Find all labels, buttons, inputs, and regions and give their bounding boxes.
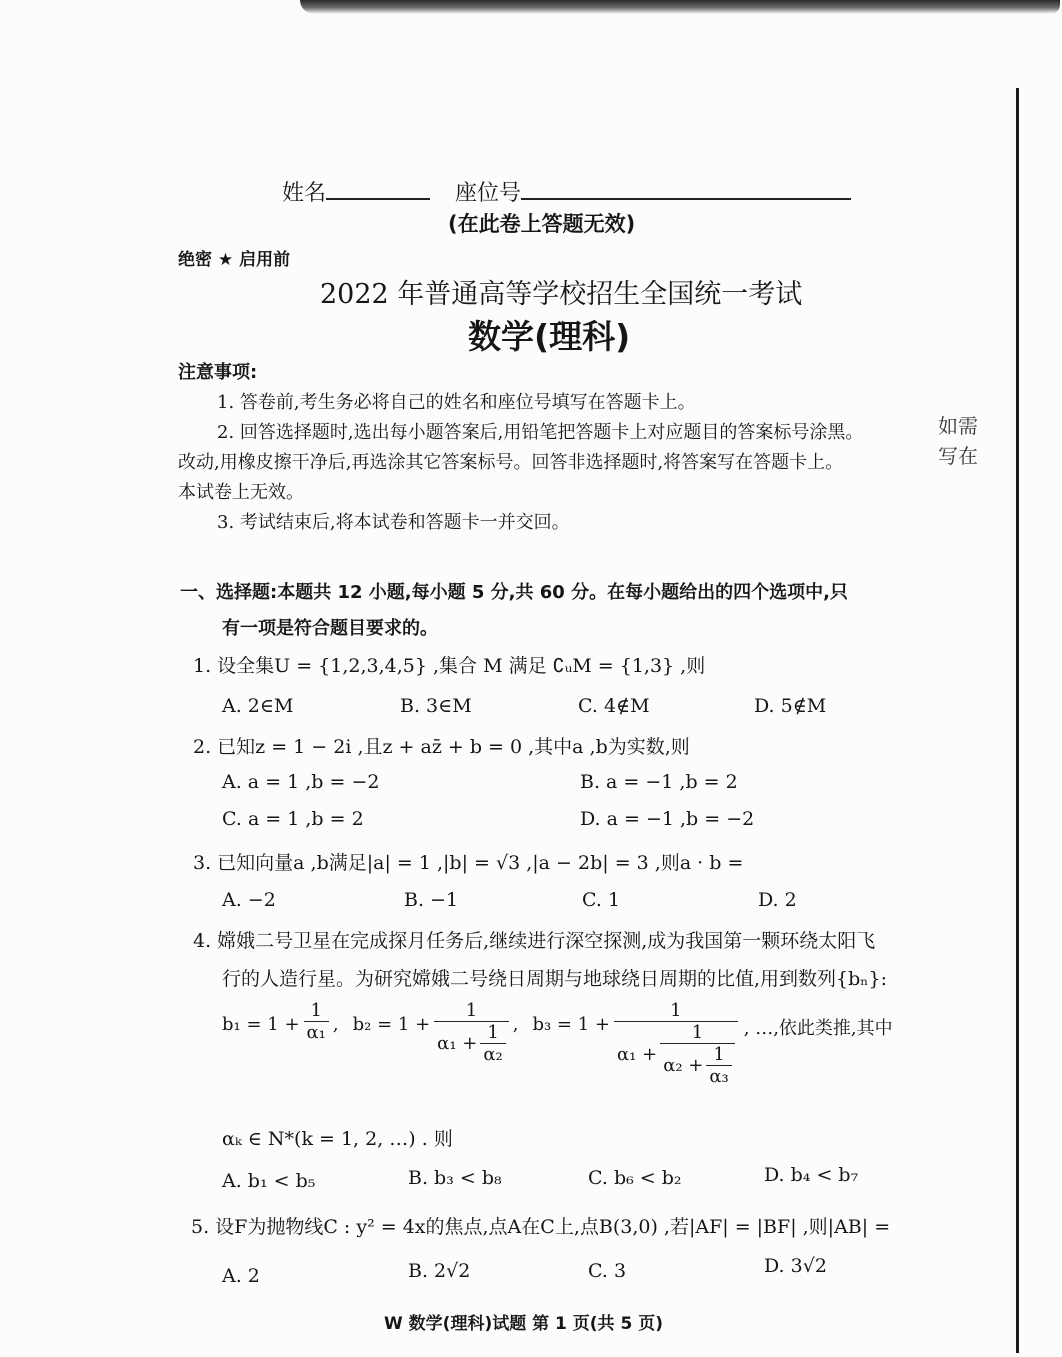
fraction-numerator: 1: [465, 1000, 478, 1021]
scan-shadow: [300, 0, 1060, 14]
formula-separator: ,: [512, 1014, 519, 1035]
q4-formula: [222, 1000, 893, 1087]
notice-item-1: 1. 答卷前,考生务必将自己的姓名和座位号填写在答题卡上。: [217, 392, 696, 413]
notice-item-2-line-1: 2. 回答选择题时,选出每小题答案后,用铅笔把答题卡上对应题目的答案标号涂黑。: [217, 422, 864, 443]
fraction-numerator: 1: [310, 1000, 322, 1021]
q5-option-c: C. 3: [588, 1260, 627, 1282]
fraction-denominator: α₃: [706, 1065, 731, 1087]
q3-option-d: D. 2: [758, 889, 797, 911]
q2-option-a: A. a = 1 ,b = −2: [222, 771, 380, 793]
q3-option-b: B. −1: [404, 889, 459, 911]
q3-option-a: A. −2: [222, 889, 276, 911]
q4-condition: αₖ ∈ N*(k = 1, 2, …) . 则: [222, 1128, 453, 1150]
name-label: 姓名: [282, 181, 327, 206]
page-edge-line: [1016, 88, 1019, 1353]
q4-option-d: D. b₄ < b₇: [764, 1164, 859, 1186]
q3-stem: 3. 已知向量a ,b满足|a| = 1 ,|b| = √3 ,|a − 2b| = 3 ,则a · b =: [193, 852, 744, 874]
q5-option-a: A. 2: [222, 1265, 260, 1287]
alpha-term: α₂ +: [663, 1055, 704, 1076]
invalid-note: (在此卷上答题无效): [448, 212, 636, 236]
fraction-numerator: 1: [487, 1022, 499, 1043]
fraction-denominator: [660, 1043, 735, 1087]
secret-mark: 绝密 ★ 启用前: [178, 250, 291, 270]
q2-stem: 2. 已知z = 1 − 2i ,且z + az̄ + b = 0 ,其中a ,b为实数,则: [193, 736, 690, 758]
q2-option-c: C. a = 1 ,b = 2: [222, 808, 364, 830]
q4-option-b: B. b₃ < b₈: [408, 1167, 502, 1189]
section-heading-line-2: 有一项是符合题目要求的。: [222, 618, 438, 639]
q3-option-c: C. 1: [582, 889, 621, 911]
fraction-b1: [304, 1000, 329, 1043]
q1-option-c: C. 4∉M: [578, 695, 650, 717]
fraction-denominator: [614, 1021, 738, 1087]
q4-stem-line-2: 行的人造行星。为研究嫦娥二号绕日周期与地球绕日周期的比值,用到数列{bₙ}:: [222, 968, 888, 990]
q2-option-b: B. a = −1 ,b = 2: [580, 771, 738, 793]
alpha-term: α₁ +: [617, 1044, 658, 1065]
fraction-numerator: 1: [670, 1000, 682, 1021]
q4-stem-line-1: 4. 嫦娥二号卫星在完成探月任务后,继续进行深空探测,成为我国第一颗环绕太阳飞: [193, 930, 876, 952]
page-footer: W 数学(理科)试题 第 1 页(共 5 页): [384, 1314, 663, 1334]
section-heading-line-1: 一、选择题:本题共 12 小题,每小题 5 分,共 60 分。在每小题给出的四个选项中,只: [180, 582, 848, 603]
alpha-term: α₁ +: [437, 1033, 478, 1054]
q2-option-d: D. a = −1 ,b = −2: [580, 808, 755, 830]
q5-option-d: D. 3√2: [764, 1255, 827, 1277]
formula-b3: b₃ = 1 +: [532, 1014, 610, 1035]
formula-b1: b₁ = 1 +: [222, 1014, 300, 1035]
notice-overflow-1: 如需: [938, 414, 978, 438]
nested-fraction: [706, 1044, 731, 1087]
fraction-denominator: α₁: [304, 1021, 329, 1043]
fraction-b3: [614, 1000, 738, 1087]
q4-option-a: A. b₁ < b₅: [222, 1170, 316, 1192]
nested-fraction: [480, 1022, 505, 1065]
notice-overflow-2: 写在: [938, 444, 978, 468]
fraction-denominator: α₂: [480, 1043, 505, 1065]
seat-label: 座位号: [455, 181, 522, 206]
q4-option-c: C. b₆ < b₂: [588, 1167, 682, 1189]
fraction-denominator: [434, 1021, 509, 1065]
q5-option-b: B. 2√2: [408, 1260, 471, 1282]
fraction-b2: [434, 1000, 509, 1065]
fraction-numerator: 1: [691, 1022, 704, 1043]
formula-b2: b₂ = 1 +: [352, 1014, 431, 1035]
q1-option-b: B. 3∈M: [400, 695, 472, 717]
fraction-numerator: 1: [713, 1044, 725, 1065]
name-blank: [326, 180, 430, 200]
nested-fraction: [660, 1022, 735, 1087]
notice-heading: 注意事项:: [178, 362, 258, 383]
q1-stem: 1. 设全集U = {1,2,3,4,5} ,集合 M 满足 ∁ᵤM = {1,3} ,则: [193, 655, 706, 677]
seat-field: [455, 176, 851, 207]
q1-option-d: D. 5∉M: [754, 695, 827, 717]
subject-title: 数学(理科): [468, 317, 631, 356]
seat-blank: [521, 180, 851, 200]
exam-title: 2022 年普通高等学校招生全国统一考试: [320, 279, 803, 310]
notice-item-2-line-2: 改动,用橡皮擦干净后,再选涂其它答案标号。回答非选择题时,将答案写在答题卡上。: [178, 452, 844, 473]
q5-stem: 5. 设F为抛物线C : y² = 4x的焦点,点A在C上,点B(3,0) ,若|AF| = |BF| ,则|AB| =: [191, 1216, 891, 1238]
name-field: [282, 176, 430, 207]
formula-tail: , …,依此类推,其中: [743, 1018, 893, 1039]
notice-item-3: 3. 考试结束后,将本试卷和答题卡一并交回。: [217, 512, 570, 533]
notice-item-2-line-3: 本试卷上无效。: [178, 482, 304, 503]
q1-option-a: A. 2∈M: [222, 695, 294, 717]
formula-separator: ,: [332, 1014, 339, 1035]
